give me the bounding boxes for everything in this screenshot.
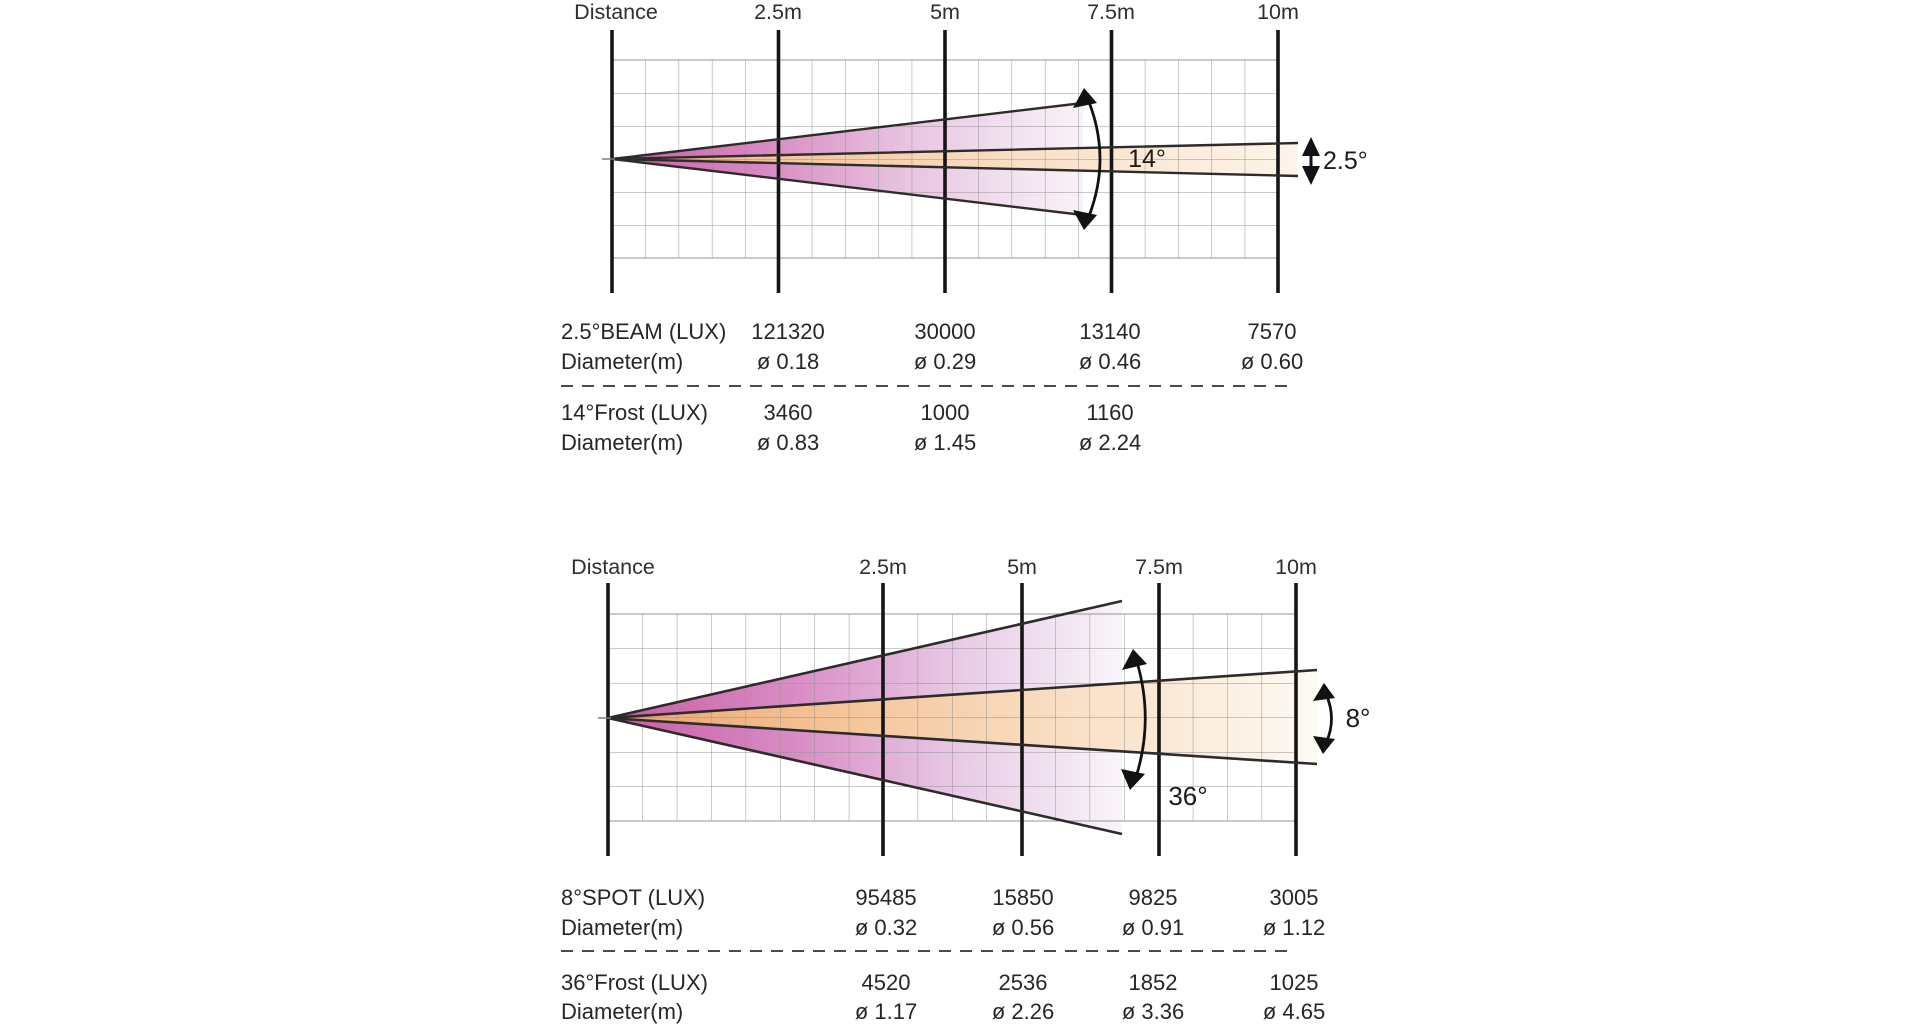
diameter-value: ø 3.36: [1121, 999, 1185, 1024]
row-label: 8°SPOT (LUX): [561, 885, 706, 910]
diameter-value: ø 2.24: [1078, 430, 1142, 455]
lux-value: 1160: [1086, 400, 1134, 425]
row-label: Diameter(m): [561, 915, 684, 940]
table-row: [0, 319, 1920, 345]
axis-label: Distance: [574, 0, 658, 24]
lux-value: 1000: [920, 400, 970, 425]
lux-value: 95485: [855, 885, 917, 910]
row-label: 36°Frost (LUX): [561, 970, 708, 995]
table-row: [0, 999, 1920, 1025]
diameter-value: ø 0.32: [854, 915, 918, 940]
diameter-value: ø 0.46: [1078, 349, 1142, 374]
distance-tick-label: 2.5m: [859, 555, 907, 579]
row-label: 2.5°BEAM (LUX): [561, 319, 727, 344]
lux-value: 121320: [751, 319, 825, 344]
lux-value: 3460: [763, 400, 813, 425]
table-row: [0, 349, 1920, 375]
lux-value: 13140: [1079, 319, 1141, 344]
distance-tick-label: 5m: [1007, 555, 1037, 579]
distance-tick-label: 7.5m: [1087, 0, 1135, 24]
table-row: [0, 400, 1920, 426]
lux-value: 9825: [1128, 885, 1178, 910]
distance-tick-label: 5m: [930, 0, 960, 24]
table-row: [0, 970, 1920, 996]
diameter-value: ø 0.83: [756, 430, 820, 455]
lux-value: 15850: [992, 885, 1054, 910]
distance-tick-label: 10m: [1275, 555, 1317, 579]
lux-value: 7570: [1247, 319, 1297, 344]
row-label: Diameter(m): [561, 430, 684, 455]
table-row: [0, 915, 1920, 941]
diameter-value: ø 1.12: [1262, 915, 1326, 940]
diameter-value: ø 0.56: [991, 915, 1055, 940]
lux-value: 1025: [1269, 970, 1319, 995]
wide-angle-value: 14°: [1128, 145, 1166, 173]
lux-value: 1852: [1128, 970, 1178, 995]
row-label: Diameter(m): [561, 349, 684, 374]
narrow-angle-value: 2.5°: [1323, 147, 1368, 175]
diameter-value: ø 1.17: [854, 999, 918, 1024]
row-label: 14°Frost (LUX): [561, 400, 708, 425]
diameter-value: ø 0.29: [913, 349, 977, 374]
table-row: [0, 430, 1920, 456]
diameter-value: ø 1.45: [913, 430, 977, 455]
diameter-value: ø 2.26: [991, 999, 1055, 1024]
wide-angle-value: 36°: [1168, 781, 1208, 811]
distance-tick-label: 2.5m: [754, 0, 802, 24]
lux-value: 30000: [914, 319, 976, 344]
lux-value: 2536: [998, 970, 1048, 995]
narrow-angle-value: 8°: [1345, 703, 1371, 733]
narrow-angle-arrow: [1302, 137, 1320, 185]
lux-value: 3005: [1269, 885, 1319, 910]
row-label: Diameter(m): [561, 999, 684, 1024]
lux-value: 4520: [861, 970, 911, 995]
diameter-value: ø 0.91: [1121, 915, 1185, 940]
diameter-value: ø 0.18: [756, 349, 820, 374]
axis-label: Distance: [571, 555, 655, 579]
distance-tick-label: 10m: [1257, 0, 1299, 24]
distance-tick-label: 7.5m: [1135, 555, 1183, 579]
diameter-value: ø 4.65: [1262, 999, 1326, 1024]
diameter-value: ø 0.60: [1240, 349, 1304, 374]
table-row: [0, 885, 1920, 911]
